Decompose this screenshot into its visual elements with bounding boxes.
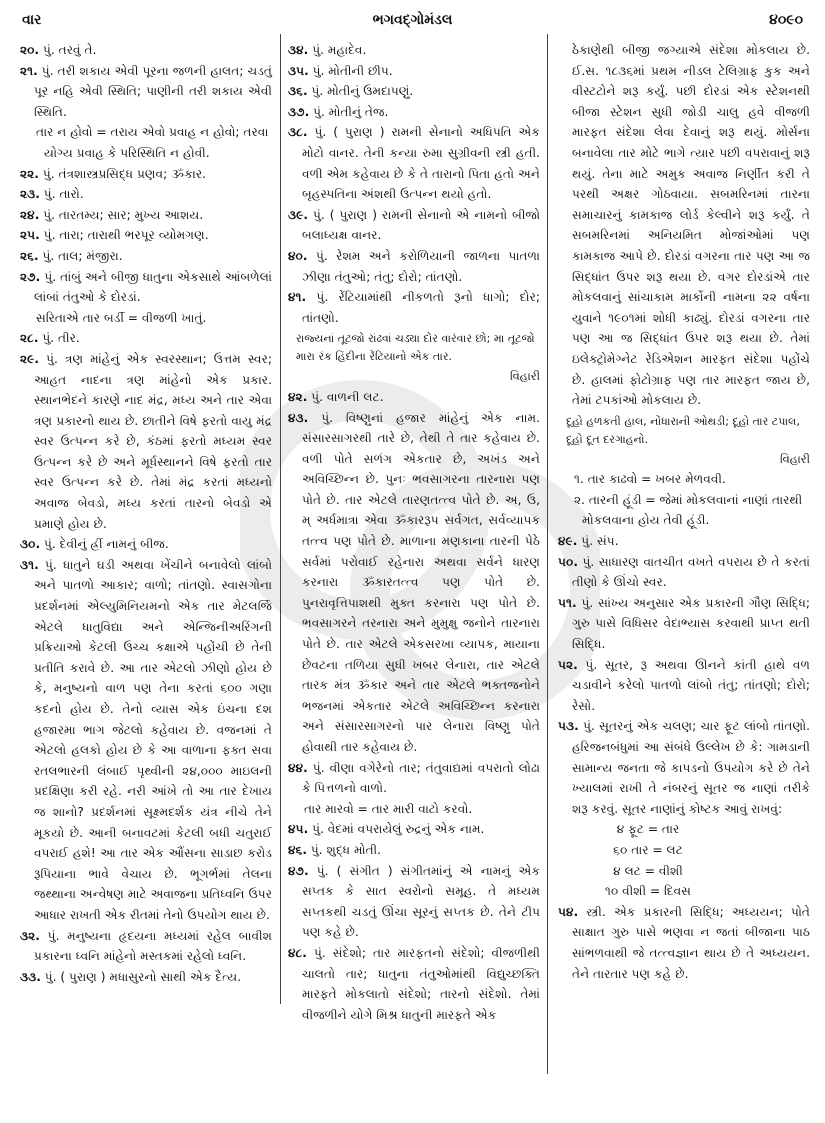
entry-text: પું. મનુષ્યના હૃદયના મધ્યમાં રહેલ બાવીશ પ્રકારના ધ્વનિ માંહેનો મસ્તકમાં રહેલો ધ્વનિ. xyxy=(34,928,273,964)
entry-number: ૪૨. xyxy=(288,389,308,404)
entry-number: ૫૪. xyxy=(558,904,579,919)
dictionary-entry xyxy=(288,408,540,758)
entry-text: પું. દેવીનું હ્રીં નામનું બીજ. xyxy=(43,537,169,552)
dictionary-entry xyxy=(558,655,810,717)
dictionary-entry xyxy=(558,531,810,552)
dictionary-entry xyxy=(20,967,272,988)
entry-text: પું. તીર. xyxy=(42,331,80,346)
entry-number: ૪૦. xyxy=(288,248,308,263)
entry-number: ૨૩. xyxy=(20,187,40,202)
measure-table xyxy=(558,819,810,901)
dictionary-entry xyxy=(288,102,540,123)
entry-number: ૩૭. xyxy=(288,104,310,119)
dictionary-entry xyxy=(288,819,540,840)
dictionary-entry xyxy=(20,267,272,308)
quotation: રાજ્યનાં તૂટજો રાંઢવાં ચડ્યા દોર વારંવાર છો; મા તૂટજો મારા રંક હિંદીના રેંટિયાનો એક તાર. xyxy=(296,332,535,364)
entry-number: ૨૬. xyxy=(20,248,39,263)
dictionary-entry xyxy=(288,287,540,328)
entry-text: પું. રેંટિયામાંથી નીકળતો રૂનો ધાગો; દોર; તાંતણો. xyxy=(302,290,540,325)
entry-number: ૪૫. xyxy=(288,822,309,837)
entry-text: પું. સૂતર, રૂ અથવા ઊનને કાંતી હાથે વળ ચડાવીને કરેલો પાતળો લાંબો તંતુ; તાંતણો; દોરો; રેસો. xyxy=(572,657,810,713)
entry-text: પું. તારો. xyxy=(43,187,84,202)
entry-number: ૪૪. xyxy=(288,760,308,775)
entry-text: પું. ( પુરાણ ) મધાસુરનો સાથી એક દૈત્ય. xyxy=(44,969,242,984)
dictionary-entry xyxy=(288,205,540,246)
entry-number: ૨૧. xyxy=(20,63,38,78)
entry-number: ૩૯. xyxy=(288,207,308,222)
column-2 xyxy=(288,40,540,1025)
entry-text: પું. વીણા વગેરેનો તાર; તંતુવાદ્યમાં વપરાતો લોઢા કે પિત્તળનો વાળો. xyxy=(302,760,540,796)
entry-number: ૪૯. xyxy=(558,534,578,549)
page-number: ૪૦૯૦ xyxy=(769,12,803,28)
entry-text: પું. તરી શકાય એવી પૂરના જળની હાલત; ચડતું પૂર નહિ એવી સ્થિતિ; પાણીની તરી શકાય એવી સ્થિતિ. xyxy=(34,63,273,119)
entry-number: ૩૪. xyxy=(288,43,309,57)
entry-number: ૨૫. xyxy=(20,228,40,243)
entry-text: પું. સૂતરનું એક ચલણ; ચાર ફૂટ લાંબો તાંતણો. હરિજનબંધુમાં આ સંબંધે ઉલ્લેખ છે કે: ગામડાની સામાન્ય જનતા જે કાપડનો ઉપયોગ કરે છે તેને ખ્યાલમાં રાખી તે નંબરનું સૂતર જ નાણાં તરીકે શરૂ કરવું. સૂતર નાણાંનું કોષ્ટક આવું રાખવું: xyxy=(572,719,810,816)
entry-text: પું. સંદેશો; તાર મારફતનો સંદેશો; વીજળીથી ચાલતો તાર; ધાતુના તંતુઓમાંથી વિદ્યુચ્છક્તિ મારફતે મોકલાતો સંદેશો; તારનો સંદેશો. તેમાં વીજળીને યોગે મિશ્ર ધાતુની મારફતે એક xyxy=(302,945,540,1022)
entry-text: પું. ( સંગીત ) સંગીતમાંનું એ નામનું એક સપ્તક કે સાત સ્વરોનો સમૂહ. તે મધ્યમ સપ્તકથી ચડતું ઊંચા સૂરનું સપ્તક છે. તેને ટીપ પણ કહે છે. xyxy=(302,863,540,940)
entry-text: પું. ત્રણ માંહેનું એક સ્વરસ્થાન; ઉત્તમ સ્વર; આહત નાદના ત્રણ માંહેનો એક પ્રકાર. સ્થાનભેદને કારણે નાદ મંદ્ર, મધ્ય અને તાર એવા ત્રણ પ્રકારનો થાય છે. છાતીને વિષે ફરતો વાયુ મંદ્ર સ્વર ઉત્પન્ન કરે છે, કંઠમાં ફરતો મધ્યમ સ્વર ઉત્પન્ન કરે છે અને મૂર્ધસ્થાનને વિષે ફરતો તાર સ્વર ઉત્પન્ન કરે છે. તેમાં મંદ્ર કરતાં મધ્યનો અવાજ બેવડો, મધ્ય કરતાં તારનો બેવડો એ પ્રમાણે હોય છે. xyxy=(34,351,272,531)
entry-number: ૨૭. xyxy=(20,269,41,284)
entry-text: પું. સાધારણ વાતચીત વખતે વપરાય છે તે કરતાં તીણો કે ઊંચો સ્વર. xyxy=(572,554,810,590)
entry-text: પું. તાંબું અને બીજી ધાતુના એકસાથે આંબળેલાં લાંબાં તંતુઓ કે દોરડાં. xyxy=(34,269,272,305)
column-divider xyxy=(547,34,548,1074)
sub-entry: તાર મારવો = તાર મારી વાટો કરવો. xyxy=(304,801,473,816)
entry-continuation: ઠેકાણેથી બીજી જગ્યાએ સંદેશા મોકલાય છે. ઈ.સ. ૧૮૩૬માં પ્રથમ નીડલ ટેલિગ્રાફ કુક અને વીસ્ટટોને શરૂ કર્યું. પછી દોરડાં એક સ્ટેશનથી બીજા સ્ટેશન સુધી જોડી ચાલુ હવે વીજળી મારફત સંદેશા લેવા દેવાનું શરૂ થયું. મોર્સના બનાવેલા તાર મોટે ભાગે ત્યાર પછી વપરાવાનું શરૂ થયું. તેના માટે અમુક અવાજ નિર્ણીત કરી તે પરથી અક્ષર ગોઠવાયા. સબમરિનમાં તારના સમાચારનું કામકાજ લોર્ડ કેલ્વીને શરૂ કર્યું. તે સબમરિનમાં અનિયમિત મોજાંઓમાં પણ કામકાજ આપે છે. દોરડાં વગરના તાર પણ આ જ સિદ્ધાંત ઉપર શરૂ થયા છે. વગર દોરડાંએ તાર મોકલવાનું સાંચાકામ માર્કોની નામના ૨૨ વર્ષના યુવાને ૧૯૦૧માં શોધી કાઢ્યું. દોરડાં વગરના તાર પણ આ જ સિદ્ધાંત ઉપર શરૂ થયા છે. તેમાં ઇલેક્ટ્રોમેગ્નેટ રેડિએશન મારફત સંદેશા પહોંચે છે. હાલમાં ફોટોગ્રાફ પણ તાર મારફત જાય છે, તેમાં ટપકાંઓ મોકલાય છે. xyxy=(572,43,810,408)
sub-entry: ૨. તારની હૂંડી = જેમાં મોકલવાનાં નાણાં તારથી મોકલવાના હોય તેવી હૂંડી. xyxy=(574,492,803,528)
entry-number: ૫૦. xyxy=(558,554,578,569)
entry-text: પું. ( પુરાણ ) રામની સેનાનો અધિપતિ એક મોટો વાનર. તેની કન્યા રુમા સુગ્રીવની સ્ત્રી હતી. વળી એમ કહેવાય છે કે તે તારાનો પિતા હતો અને બૃહસ્પતિના અંશથી ઉત્પન્ન થયો હતો. xyxy=(302,125,541,202)
dictionary-entry xyxy=(558,902,810,984)
entry-number: ૫૧. xyxy=(558,595,577,610)
dictionary-entry xyxy=(20,926,272,967)
entry-text: પું. વેદમાં વપરાયેલું રુદ્રનું એક નામ. xyxy=(312,822,485,837)
header-headword: વાર xyxy=(22,12,42,28)
entry-number: ૨૮. xyxy=(20,331,39,346)
dictionary-entry xyxy=(20,184,272,205)
dictionary-entry xyxy=(288,861,540,943)
entry-number: ૪૭. xyxy=(288,863,309,878)
entry-number: ૪૬. xyxy=(288,842,308,857)
entry-number: ૩૦. xyxy=(20,537,41,552)
entry-number: ૨૨. xyxy=(20,166,39,181)
dictionary-entry xyxy=(20,164,272,185)
entry-text: પું. મહાદેવ. xyxy=(312,43,367,57)
entry-number: ૨૯. xyxy=(20,351,39,366)
sub-entry: ૧. તાર કાઢવો = ખબર મેળવવી. xyxy=(574,472,726,487)
dictionary-entry xyxy=(288,758,540,799)
quote-attribution: વિહારી xyxy=(510,369,540,384)
dictionary-entry xyxy=(20,246,272,267)
dictionary-entry xyxy=(20,61,272,123)
dictionary-entry xyxy=(20,328,272,349)
entry-text: પું. સાંખ્ય અનુસાર એક પ્રકારની ગૌણ સિદ્ધિ; ગુરુ પાસે વિધિસર વેદાભ્યાસ કરવાથી પ્રાપ્ત થતી સિદ્ધિ. xyxy=(572,595,810,652)
quotation: દૂહો હળકતી હાલ, નોંધારાની ઓથડી; દૂહો તાર ટપાલ, દૂહો દૂત દરગાહનો. xyxy=(566,414,800,446)
entry-text: પું. ધાતુને ઘડી અથવા ખેંચીને બનાવેલો લાંબો અને પાતળો આકાર; વાળો; તાંતણો. સ્વાસગોના પ્રદર્શનમાં એલ્યુમિનિયમનો એક તાર મેટલર્જિ એટલે ધાતુવિદ્યા અને એન્જિનીઅરિંગની પ્રક્રિયાઓ કેટલી ઉચ્ચ કક્ષાએ પહોંચી છે તેની પ્રતીતિ કરાવે છે. આ તાર એટલો ઝીણો હોય છે કે, મનુષ્યનો વાળ પણ તેના કરતાં ૬૦૦ ગણા કદનો હોય છે. તેનો વ્યાસ એક ઇંચના દશ હજારમા ભાગ જેટલો કહેવાય છે. વજનમાં તે એટલો હલકો હોય છે કે આ વાળાના ફક્ત સવા રતલભારની લંબાઈ પૃથ્વીની ૨૪,૦૦૦ માઇલની પ્રદક્ષિણા કરી રહે. નરી આંખે તો આ તાર દેખાય જ શાનો? પ્રદર્શનમાં સૂક્ષ્મદર્શક યંત્ર નીચે તેને મૂકયો છે. આની બનાવટમાં કેટલી બધી ચતુરાઈ વપરાઈ હશે! આ તાર એક ઔંસના સાડાછ કરોડ રૂપિયાના ભાવે વેચાય છે. ભૂગર્ભમાં તેલના જથ્થાના અન્વેષણ માટે અવાજના પ્રતિધ્વનિ ઉપર આધાર રાખતી એક રીતમાં તેનો ઉપયોગ થાય છે. xyxy=(34,557,272,922)
entry-number: ૩૩. xyxy=(20,969,41,984)
entry-text: પું. વાળની લટ. xyxy=(311,389,384,404)
entry-text: પું. તરવું તે. xyxy=(43,43,97,57)
dictionary-entry xyxy=(20,40,272,61)
entry-text: પું. તાલ; મંજીરા. xyxy=(42,248,123,263)
entry-number: ૪૩. xyxy=(288,410,309,425)
dictionary-entry xyxy=(20,205,272,226)
entry-number: ૫૩. xyxy=(558,719,579,734)
sub-entry: સરિતાએ તાર બર્ડી = વીજળી ખાતું. xyxy=(36,310,207,325)
entry-text: પું. રેશમ અને કરોળિયાની જાળના પાતળા ઝીણા તંતુઓ; તંતુ; દોરો; તાંતણો. xyxy=(302,248,540,284)
page-header xyxy=(0,8,825,34)
column-divider xyxy=(280,34,281,1004)
entry-text: પું. મોતીનું ઉમદાપણું. xyxy=(311,84,414,99)
dictionary-entry xyxy=(288,840,540,861)
entry-number: ૪૧. xyxy=(288,290,307,305)
entry-number: ૩૫. xyxy=(288,63,309,78)
header-book-title: ભગવદ્ગોમંડલ xyxy=(372,12,453,28)
column-1 xyxy=(20,40,272,987)
dictionary-entry xyxy=(20,555,272,926)
dictionary-entry xyxy=(20,349,272,534)
entry-text: સ્ત્રી. એક પ્રકારની સિદ્ધિ; અધ્યયન; પોતે સાક્ષાત ગુરુ પાસે ભણવા ન જતાં બીજાના પાઠ સાંભળવાથી જે તત્ત્વજ્ઞાન થાય છે તે અધ્યયન. તેને તારતાર પણ કહે છે. xyxy=(572,904,810,981)
dictionary-entry xyxy=(288,387,540,408)
entry-number: ૪૮. xyxy=(288,945,307,960)
dictionary-entry xyxy=(288,246,540,287)
entry-number: ૩૨. xyxy=(20,928,40,943)
dictionary-entry xyxy=(288,943,540,1025)
entry-number: ૩૮. xyxy=(288,125,308,140)
dictionary-entry xyxy=(558,716,810,819)
entry-number: ૨૦. xyxy=(20,43,40,57)
measure-row: ૧૦ વીશી = દિવસ xyxy=(604,884,692,899)
dictionary-entry xyxy=(288,81,540,102)
dictionary-entry xyxy=(20,225,272,246)
entry-number: ૩૧. xyxy=(20,557,39,572)
entry-number: ૩૬. xyxy=(288,84,308,99)
dictionary-entry xyxy=(558,593,810,655)
entry-text: પું. ( પુરાણ ) રામની સેનાનો એ નામનો બીજો બલાધ્યક્ષ વાનર. xyxy=(302,207,541,243)
entry-text: પું. તારતમ્ય; સાર; મુખ્ય આશય. xyxy=(43,207,204,222)
column-3 xyxy=(558,40,810,984)
measure-row: ૪ ફૂટ = તાર xyxy=(616,822,680,837)
dictionary-entry xyxy=(558,552,810,593)
entry-text: પું. તારા; તારાથી ભરપૂર વ્યોમગણ. xyxy=(43,228,209,243)
entry-text: પું. વિષ્ણુનાં હજાર માંહેનું એક નામ. સંસારસાગરથી તારે છે, તેથી તે તાર કહેવાય છે. વળી પોતે સળંગ એકતાર છે, અખંડ અને અવિચ્છિન્ન છે. પુનઃ ભવસાગરના તારનારા પણ પોતે છે. તાર એટલે તારણતત્ત્વ પોતે છે. અ, ઉ, મ્ અર્ધમાત્રા એવા ૐકારરૂપ સર્વગત, સર્વવ્યાપક તત્ત્વ પણ પોતે છે. માળાના મણકાના તારની પેઠે સર્વમાં પરોવાઈ રહેનારા અથવા સર્વને ધારણ કરનારા ૐકારતત્ત્વ પણ પોતે છે. પુનરાવૃત્તિપાશથી મુક્ત કરનારા પણ પોતે છે. ભવસાગરને તરનારા અને મુમુક્ષુ જનોને તારનારા પોતે છે. તાર એટલે એકસરખા વ્યાપક, માયાના છેવટના તળિયા સુધી ખબર લેનારા, તાર એટલે તારક મંત્ર ૐકાર અને તાર એટલે ભક્તજનોને ભજનમાં એકતાર એટલે અવિચ્છિન્ન કરનારા અને સંસારસાગરનો પાર લેનારા વિષ્ણુ પોતે હોવાથી તાર કહેવાય છે. xyxy=(302,410,540,754)
entry-text: પું. શુદ્ધ મોતી. xyxy=(310,842,382,857)
entry-text: પું. મોતીની છીપ. xyxy=(312,63,393,78)
entry-text: પું. મોતીનું તેજ. xyxy=(313,104,389,119)
dictionary-entry xyxy=(288,40,540,61)
sub-entry: તાર ન હોવો = તરાય એવો પ્રવાહ ન હોવો; તરવા યોગ્ય પ્રવાહ કે પરિસ્થિતિ ન હોવી. xyxy=(36,125,269,160)
entry-number: ૫૨. xyxy=(558,657,578,672)
measure-row: ૪ લટ = વીશી xyxy=(613,863,683,878)
quote-attribution: વિહારી xyxy=(780,451,810,466)
entry-number: ૨૪. xyxy=(20,207,40,222)
entry-text: પું. તંત્રશાસ્ત્રપ્રસિદ્ધ પ્રણવ; ૐકાર. xyxy=(42,166,206,181)
measure-row: ૬૦ તાર = લટ xyxy=(613,842,683,857)
entry-text: પું. સંપ. xyxy=(581,534,619,549)
dictionary-entry xyxy=(20,534,272,555)
dictionary-entry xyxy=(288,61,540,82)
dictionary-entry xyxy=(288,122,540,204)
